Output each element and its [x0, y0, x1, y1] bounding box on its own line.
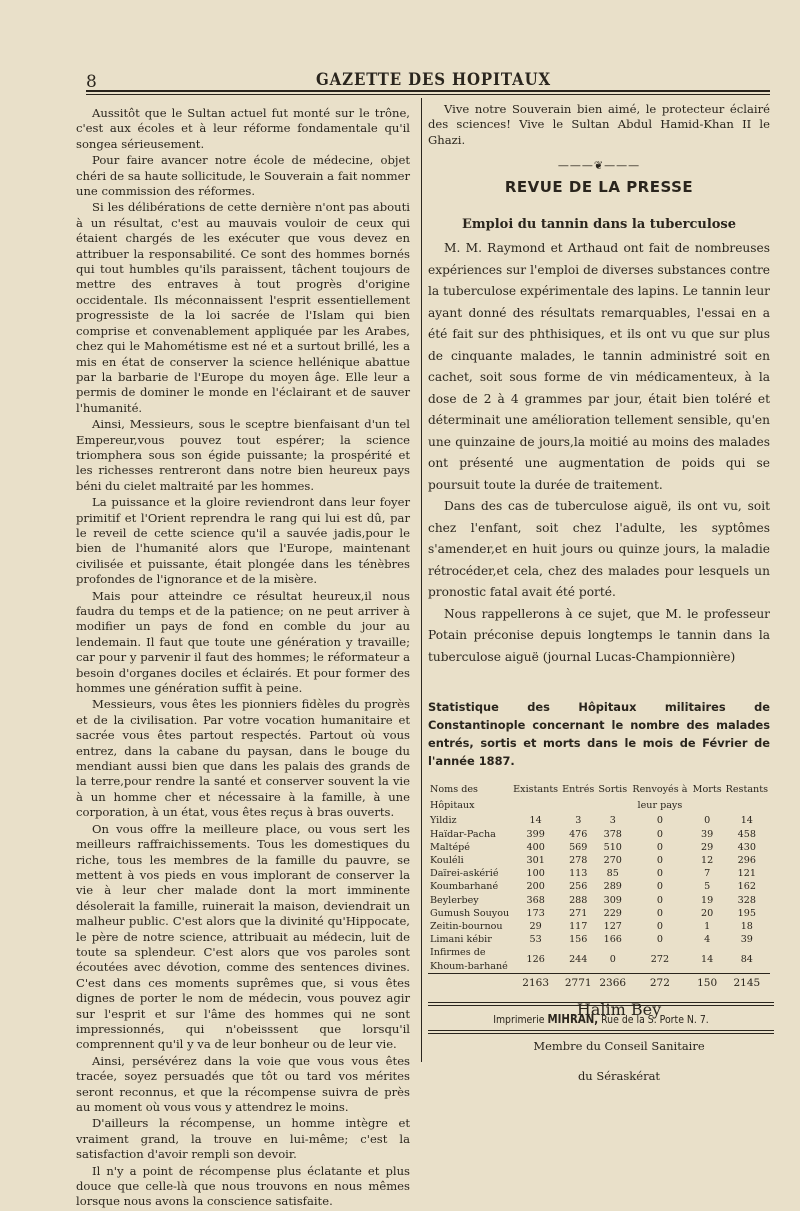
cell: 127: [603, 921, 622, 933]
cell: 296: [737, 855, 756, 867]
column-header: Noms des Hôpitaux: [430, 784, 478, 812]
cell: 113: [569, 868, 588, 880]
table-row: [428, 828, 770, 841]
cell: 3: [609, 815, 616, 827]
cell: 0: [656, 828, 663, 840]
header-rule-thin: [86, 94, 770, 95]
cell: 328: [737, 894, 756, 906]
table-row: [428, 841, 770, 854]
cell: 166: [603, 934, 622, 946]
signature-name: Halim Bey: [576, 1000, 662, 1020]
cell: 29: [529, 921, 542, 933]
cell: 29: [701, 841, 714, 853]
cell: 0: [656, 868, 663, 880]
cell: 162: [737, 881, 756, 893]
running-title: GAZETTE DES HOPITAUX: [316, 70, 552, 90]
cell: 0: [609, 954, 616, 966]
cell: Haïdar-Pacha: [430, 828, 496, 840]
column-header: Restants: [725, 784, 768, 796]
column-header: Existants: [513, 784, 559, 796]
table-row: [428, 946, 770, 973]
cell: 458: [737, 828, 756, 840]
paragraph: Messieurs, vous êtes les pionniers fidèles du progrès et de la civilisation. Par votre vocation humanitaire et sacrée vous êtes partout respectés. Partout où vous entrez, dans la cabane du paysan, dans le bouge du mendiant aussi bien que dans les palais des grands de la terre,pour rendre la santé et conserver souvent la vie à un homme cher et nécessaire à la famille, à une corporation, à un état, vous êtes reçus à bras ouverts.: [76, 697, 410, 820]
cell: 309: [603, 894, 622, 906]
paragraph: On vous offre la meilleure place, ou vous sert les meilleurs raffraichissements. Tous les domestiques du riche, tous les membres de la famille du pauvre, se mettent à vos pieds en vous implorant de conserver la vie à leur cher malade dont la mort imminente désolerait la famille, ruinerait la maison, deviendrait un malheur public. C'est alors que la divinité qu'Hippocate, le père de notre science, attribuait au médecin, luit de toute sa splendeur. C'est alors que vos paroles sont écoutées avec dévotion, comme des sentences divines. C'est dans ces moments suprêmes que, si vous êtes dignes de porter le nom de médecin, vous pouvez agir sur l'esprit et sur l'âme des hommes qui ne sont impressionnés, qui n'obeisssent que lorsqu'il comprennent qu'il y va de leur bonheur ou de leur vie.: [76, 821, 410, 1052]
cell: 0: [656, 921, 663, 933]
paragraph: M. M. Raymond et Arthaud ont fait de nombreuses expériences sur l'emploi de diverses substances contre la tuberculose expérimentale des lapins. Le tannin leur ayant donné des résultats remarquables, l'essai en a été fait sur des phthisiques, et ils ont vu que sur plus de cinquante malades, le tannin administré soit en cachet, soit sous forme de vin médicamenteux, à la dose de 2 à 4 grammes par jour, était bien toléré et déterminait une amélioration tellement sensible, qu'en une quinzaine de jours,la moitié au moins des malades ont présenté une augmentation de poids qui se poursuit toute la durée de traitement.: [428, 241, 770, 492]
cell: 569: [569, 841, 588, 853]
cell: 0: [656, 881, 663, 893]
imprint-printer: MIHRAN,: [547, 1012, 599, 1026]
cell: Limani kébir: [430, 934, 492, 946]
cell: 244: [569, 954, 588, 966]
paragraph: Pour faire avancer notre école de médecine, objet chéri de sa haute sollicitude, le Souverain a fait nommer une commission des réformes.: [76, 153, 410, 199]
paragraph: Si les délibérations de cette dernière n'ont pas abouti à un résultat, c'est au mauvais vouloir de ceux qui étaient chargés de les exécuter que vous devez en attribuer la responsabilité. Ce sont des hommes bornés qui tout humbles qu'ils paraissent, tâchent toujours de mettre des entraves à tout progrès d'origine occidentale. Ils méconnaissent l'esprit essentiellement progressiste de la loi sacrée de l'Islam qui bien comprise et convenablement appliquée par les Arabes, chez qui le Mahométisme est né et a surtout brillé, les a mis en état de conserver la science hellénique abattue par la barbarie de l'Europe du moyen âge. Elle leur a permis de dominer le monde en l'éclairant et de sauver l'humanité.: [76, 200, 410, 415]
cell: 288: [569, 894, 588, 906]
signature-affiliation: du Séraskérat: [577, 1069, 661, 1084]
cell: 12: [701, 855, 714, 867]
table-header-row: [428, 782, 770, 814]
cell: 117: [569, 921, 588, 933]
cell: Yildiz: [430, 815, 457, 827]
column-header: Entrés: [562, 784, 595, 796]
totals-row: [428, 973, 770, 990]
column-header: Sortis: [598, 784, 628, 796]
cell: 272: [650, 954, 670, 966]
table-row: [428, 894, 770, 907]
cell: 271: [569, 907, 588, 919]
ornament-divider: ———❦———: [557, 159, 641, 173]
cell: 1: [704, 921, 711, 933]
article-title: Emploi du tannin dans la tuberculose: [461, 217, 737, 233]
table-row: [428, 867, 770, 880]
cell: 0: [704, 815, 711, 827]
cell: 39: [740, 934, 753, 946]
cell: 301: [526, 855, 545, 867]
table-row: [428, 920, 770, 933]
paragraph: D'ailleurs la récompense, un homme intègre et vraiment grand, la trouve en lui-même; c'est la satisfaction d'avoir rempli son devoir.: [76, 1116, 410, 1162]
cell: 0: [656, 894, 663, 906]
cell: 278: [569, 855, 588, 867]
table-row: [428, 907, 770, 920]
header-rule: [86, 90, 770, 92]
left-column: [76, 106, 410, 1211]
cell: [428, 973, 511, 990]
cell: 100: [526, 868, 545, 880]
cell: 430: [737, 841, 756, 853]
cell: 19: [701, 894, 714, 906]
table-row: [428, 814, 770, 827]
cell: 195: [737, 907, 756, 919]
cell: 14: [529, 815, 542, 827]
cell: Maltépé: [430, 841, 470, 853]
cell: 18: [740, 921, 753, 933]
imprint-prefix: Imprimerie: [493, 1013, 545, 1026]
cell: 0: [656, 815, 663, 827]
cell: 0: [656, 934, 663, 946]
paragraph: La puissance et la gloire reviendront dans leur foyer primitif et l'Orient reprendra le rang qui lui est dû, par le reveil de cette science qu'il a sauvée jadis,pour le bien de l'humanité alors que l'Europe, maintenant civilisée et puissante, était plongée dans les ténèbres profondes de l'ignorance et de la misère.: [76, 495, 410, 587]
right-column: [428, 102, 770, 1091]
paragraph: Mais pour atteindre ce résultat heureux,il nous faudra du temps et de la patience; on ne peut arriver à modifier un pays de fond en comble du jour au lendemain. Il faut que toute une génération y travaille; car pour y parvenir il faut des hommes; le réformateur a besoin d'organes dociles et éclairés. Et pour former des hommes une génération suffit à peine.: [76, 588, 410, 696]
cell: 510: [603, 841, 622, 853]
table-row: [428, 933, 770, 946]
section-title: REVUE DE LA PRESSE: [504, 177, 694, 196]
cell: 14: [740, 815, 753, 827]
cell: 20: [701, 907, 714, 919]
cell: 256: [569, 881, 588, 893]
hospital-statistics-table: [428, 782, 770, 990]
cell: Koumbarhané: [430, 881, 499, 893]
column-divider: [421, 98, 422, 1062]
cell: 14: [701, 954, 714, 966]
cell: 53: [529, 934, 542, 946]
cell: 289: [603, 881, 622, 893]
cell: 0: [656, 855, 663, 867]
table-row: [428, 880, 770, 893]
statistics-title: Statistique des Hôpitaux militaires de Constantinople concernant le nombre des malades entrés, sortis et morts dans le mois de Février de l'année 1887.: [428, 700, 770, 769]
imprint-address: Rue de la S. Porte N. 7.: [601, 1013, 709, 1026]
cell: 156: [569, 934, 588, 946]
paragraph: Il n'y a point de récompense plus éclatante et plus douce que celle-là que nous trouvons en nous mêmes lorsque nous avons la conscience satisfaite.: [76, 1163, 410, 1209]
cell: 173: [526, 907, 545, 919]
paragraph: Aussitôt que le Sultan actuel fut monté sur le trône, c'est aux écoles et à leur réforme fondamentale qu'il songea sérieusement.: [76, 106, 410, 151]
cell: Beylerbey: [430, 894, 479, 906]
cell: 85: [606, 868, 619, 880]
article-body: [428, 238, 770, 668]
page-number: 8: [86, 72, 97, 92]
column-header: Morts: [692, 784, 722, 796]
cell: 2163: [511, 973, 560, 990]
cell: 2145: [724, 973, 770, 990]
cell: 270: [603, 855, 622, 867]
cell: 368: [526, 894, 545, 906]
cell: 84: [740, 954, 753, 966]
cell: 200: [526, 881, 545, 893]
cell: 272: [629, 973, 691, 990]
table-row: [428, 854, 770, 867]
paragraph: Ainsi, Messieurs, sous le sceptre bienfaisant d'un tel Empereur,vous pouvez tout espérer; la science triomphera sous son égide puissante; la prospérité et les richesses rentreront dans notre bien heureux pays béni du cielet maltraité par les hommes.: [76, 417, 410, 493]
cell: 0: [656, 907, 663, 919]
cell: 399: [526, 828, 545, 840]
cell: 476: [569, 828, 588, 840]
paragraph: Dans des cas de tuberculose aiguë, ils ont vu, soit chez l'enfant, soit chez l'adulte, les syptômes s'amender,et en huit jours ou quinze jours, la maladie rétrocéder,et cela, chez des malades pour lesquels un pronostic fatal avait été porté.: [428, 499, 770, 600]
paragraph: Ainsi, persévérez dans la voie que vous vous êtes tracée, soyez persuadés que tôt ou tard vos mérites seront reconnus, et que la récompense suivra de près au moment où vous vous y attendrez le moins.: [76, 1053, 410, 1114]
imprint: [454, 1012, 748, 1026]
cell: 2771: [560, 973, 596, 990]
cell: Gumush Souyou: [430, 907, 510, 919]
cell: 400: [526, 841, 545, 853]
cell: 0: [656, 841, 663, 853]
column-header: Renvoyés à leur pays: [632, 784, 688, 812]
cell: 3: [575, 815, 582, 827]
cell: Daïrei-askérié: [430, 868, 499, 880]
cell: Kouléli: [430, 855, 464, 867]
cell: 126: [526, 954, 545, 966]
cell: Zeitin-bournou: [430, 921, 503, 933]
cell: 7: [704, 868, 711, 880]
cell: 378: [603, 828, 622, 840]
cell: 4: [704, 934, 711, 946]
cell: 121: [737, 868, 756, 880]
cell: 39: [701, 828, 714, 840]
cell: 2366: [596, 973, 629, 990]
cell: 229: [603, 907, 622, 919]
cell: 150: [691, 973, 724, 990]
closing-acclamation: Vive notre Souverain bien aimé, le protecteur éclairé des sciences! Vive le Sultan Abdul Hamid-Khan II le Ghazi.: [428, 102, 770, 147]
signature-title: Membre du Conseil Sanitaire: [533, 1039, 705, 1054]
cell: Infirmes de Khoum-barhané: [430, 947, 508, 972]
paragraph: Nous rappellerons à ce sujet, que M. le professeur Potain préconise depuis longtemps le tannin dans la tuberculose aiguë (journal Lucas-Championnière): [428, 606, 770, 664]
cell: 5: [704, 881, 711, 893]
